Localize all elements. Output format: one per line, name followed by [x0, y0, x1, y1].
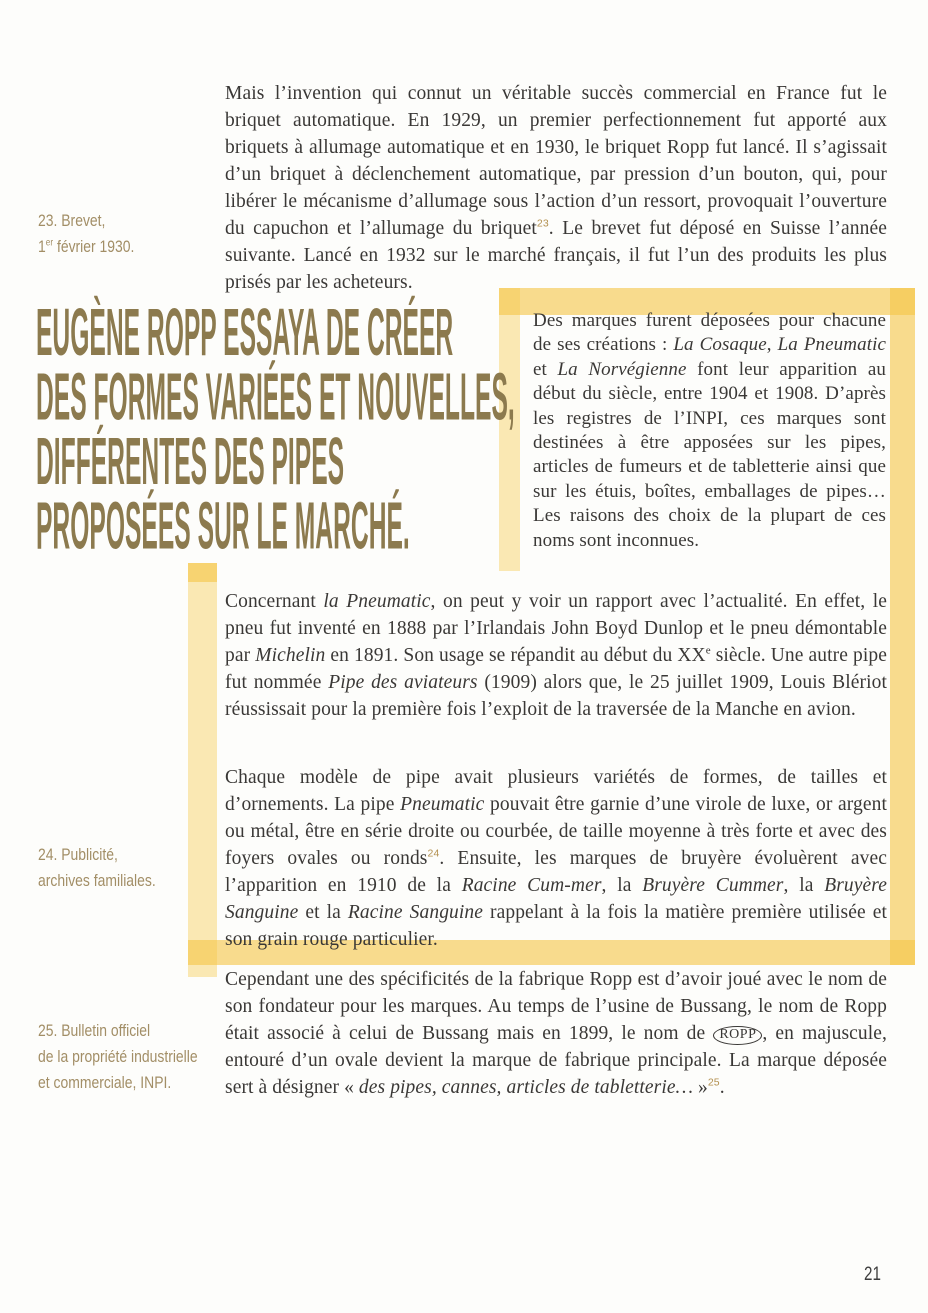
paragraph-modeles-pipes: Chaque modèle de pipe avait plusieurs variétés de formes, de tailles et d’ornements. La pipe Pneumatic pouvait être garnie d’une virole de luxe, or argent ou métal, être en série droite ou courbée, de taille moyenne à très forte et avec des foyers ovales ou ronds$^{24}$. Ensuite, les marques de bruyère évoluèrent avec l’apparition en 1910 de la Racine Cum-mer, la Bruyère Cummer, la Bruyère Sanguine et la Racine Sanguine rappelant à la fois la matière première utilisée et son grain rouge particulier.: [225, 767, 887, 950]
paragraph-marque-ropp: Cependant une des spécificités de la fabrique Ropp est d’avoir joué avec le nom de son fondateur pour les marques. Au temps de l’usine de Bussang, le nom de Ropp était associé à celui de Bussang mais en 1899, le nom de ROPP , en majuscule, entouré d’un ovale devient la marque de fabrique principale. La marque déposée sert à désigner « des pipes, cannes, articles de tabletterie… »$^{25}$.: [225, 969, 887, 1098]
paragraph-pneumatic: Concernant la Pneumatic, on peut y voir un rapport avec l’actualité. En effet, le pneu fut inventé en 1888 par l’Irlandais John Boyd Dunlop et le pneu démontable par Michelin en 1891. Son usage se répandit au début du XXe siècle. Une autre pipe fut nommée Pipe des aviateurs (1909) alors que, le 25 juillet 1909, Louis Blériot réussissait pour la première fois l’exploit de la traversée de la Manche en avion.: [225, 591, 888, 720]
highlight-left-bar-cap: [188, 563, 217, 582]
margin-note-24: 24. Publicité, archives familiales.: [38, 845, 156, 890]
highlight-right-bar: [890, 288, 915, 965]
margin-note-23: 23. Brevet, 1er février 1930.: [38, 211, 135, 256]
paragraph-briquet-intro: Mais l’invention qui connut un véritable succès commercial en France fut le briquet automatique. En 1929, un premier perfectionnement fut apporté aux briquets à allumage automatique et en 1930, le briquet Ropp fut lancé. Il s’agissait d’un briquet à déclenchement automatique, par pression d’un bouton, qui, pour libérer le mécanisme d’allumage sous l’action d’un ressort, provoquait l’ouverture du capuchon et l’allumage du briquet$^{23}$. Le brevet fut déposé en Suisse l’année suivante. Lancé en 1932 sur le marché français, il fut l’un des produits les plus prisés par les acheteurs.: [225, 83, 887, 293]
highlight-left-bar-main: [188, 563, 217, 977]
paragraph-marques-deposees: Des marques furent déposées pour chacune de ses créations : La Cosaque, La Pneumatic et La Norvégienne font leur apparition au début du siècle, entre 1904 et 1908. D’après les registres de l’INPI, ces marques sont destinées à être apposées sur les pipes, articles de fumeurs et de tabletterie ainsi que sur les étuis, boîtes, emballages de pipes… Les raisons des choix de la plupart de ces noms sont inconnues.: [533, 310, 887, 551]
page-number: 21: [864, 1264, 881, 1285]
margin-note-25: 25. Bulletin officiel de la propriété industrielle et commerciale, INPI.: [38, 1021, 198, 1092]
section-heading: EUGÈNE ROPP ESSAYA DE CRÉER DES FORMES VARIÉES ET NOUVELLES, DIFFÉRENTES DES PIPES PROPOSÉES SUR LE MARCHÉ.: [36, 294, 515, 564]
